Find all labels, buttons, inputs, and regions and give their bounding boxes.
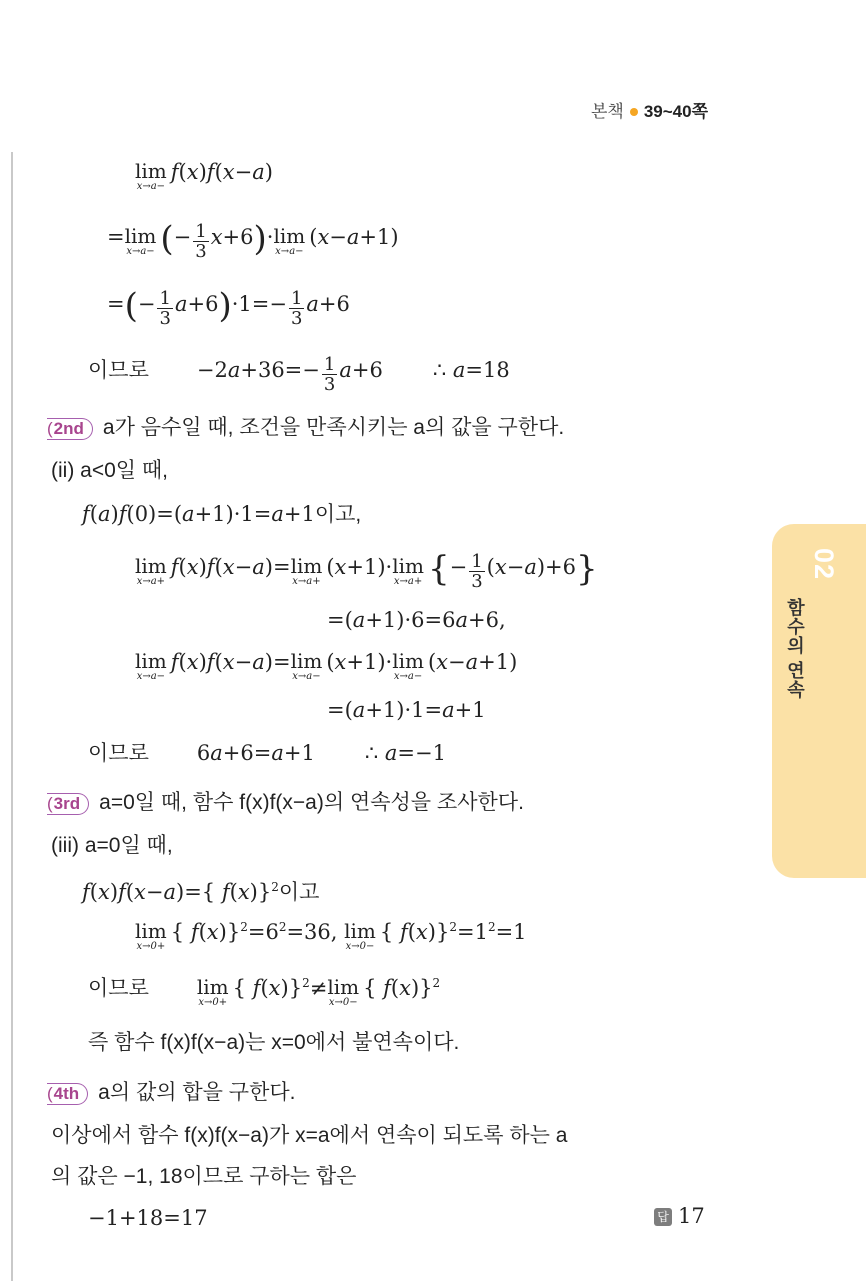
eq-ii-2: lim x→a+ f(x)f(x−a)= lim x→a+ (x+1)· lim x→a+ {− $\frac{1}{3}$ (x−a)+6} [135,549,598,592]
eq-ii-6: 이므로 6a+6=a+1 ∴ a=−1 [88,741,446,765]
step-3rd [47,790,524,815]
book-label: 본책 [590,102,624,121]
step-2nd-text: a가 음수일 때, 조건을 만족시키는 a의 값을 구한다. [102,416,565,439]
eq-line-1: lim x→a− f(x)f(x−a) [135,159,273,192]
eq-iii-1: f(x)f(x−a)={ f(x)}$^2$이고 [82,880,320,904]
answer-value: 17 [678,1204,705,1228]
eq-iii-2: lim x→0+ { $f(x)\}^2=6^2=36$, lim x→0− { $f(x)\}^2=1^2=1$ [135,919,527,952]
answer [654,1204,705,1228]
conclusion-iii: 즉 함수 f(x)f(x−a)는 x=0에서 불연속이다. [88,1031,460,1054]
eq-ii-3: =(a+1)·6=6a+6, [327,608,506,632]
step-4th-badge: (4th [47,1083,88,1105]
eq-ii-4: lim x→a− f(x)f(x−a)= lim x→a− (x+1)· lim x→a− (x−a+1) [135,649,518,682]
eq-line-2: = lim x→a− (− $\frac{1}{3}$ x+6)· lim x→a− (x−a+1) [107,219,399,262]
therefore-symbol: ∴ [432,358,447,382]
eq-line-4: 이므로 −2a+36=− $\frac{1}{3}$ a+6 ∴ a=18 [88,354,510,395]
step-4th-text: a의 값의 합을 구한다. [98,1081,296,1104]
page-range: 39~40쪽 [643,102,708,121]
chapter-number: 02 [809,548,839,581]
eq-ii-1: f(a)f(0)=(a+1)·1=a+1이고, [82,502,362,526]
final-line-1: 이상에서 함수 f(x)f(x−a)가 x=a에서 연속이 되도록 하는 a [51,1124,568,1147]
final-line-2: 의 값은 −1, 18이므로 구하는 합은 [51,1165,357,1188]
left-margin-rule [11,152,13,1281]
step-4th [47,1080,295,1105]
eq-iii-3: 이므로 lim x→0+ { f(x)}$^2$≠ lim x→0− { f(x)}$^2$ [88,975,441,1008]
step-3rd-text: a=0일 때, 함수 f(x)f(x−a)의 연속성을 조사한다. [99,791,524,814]
text-imeuro: 이므로 [88,359,149,382]
page-header [591,97,708,122]
step-2nd [47,415,564,440]
step-2nd-badge: (2nd [47,418,93,440]
step-3rd-badge: (3rd [47,793,89,815]
case-ii-label: (ii) a<0일 때, [51,459,169,482]
case-iii-label: (iii) a=0일 때, [51,834,173,857]
answer-icon: 답 [654,1208,672,1226]
bullet-dot-icon [630,108,638,116]
final-sum: −1+18=17 [88,1206,208,1230]
eq-ii-5: =(a+1)·1=a+1 [327,698,486,722]
chapter-title: 함수의 연속 [785,598,805,700]
eq-line-3: =(− $\frac{1}{3}$ a+6)·1=− $\frac{1}{3}$ a+6 [107,286,350,329]
